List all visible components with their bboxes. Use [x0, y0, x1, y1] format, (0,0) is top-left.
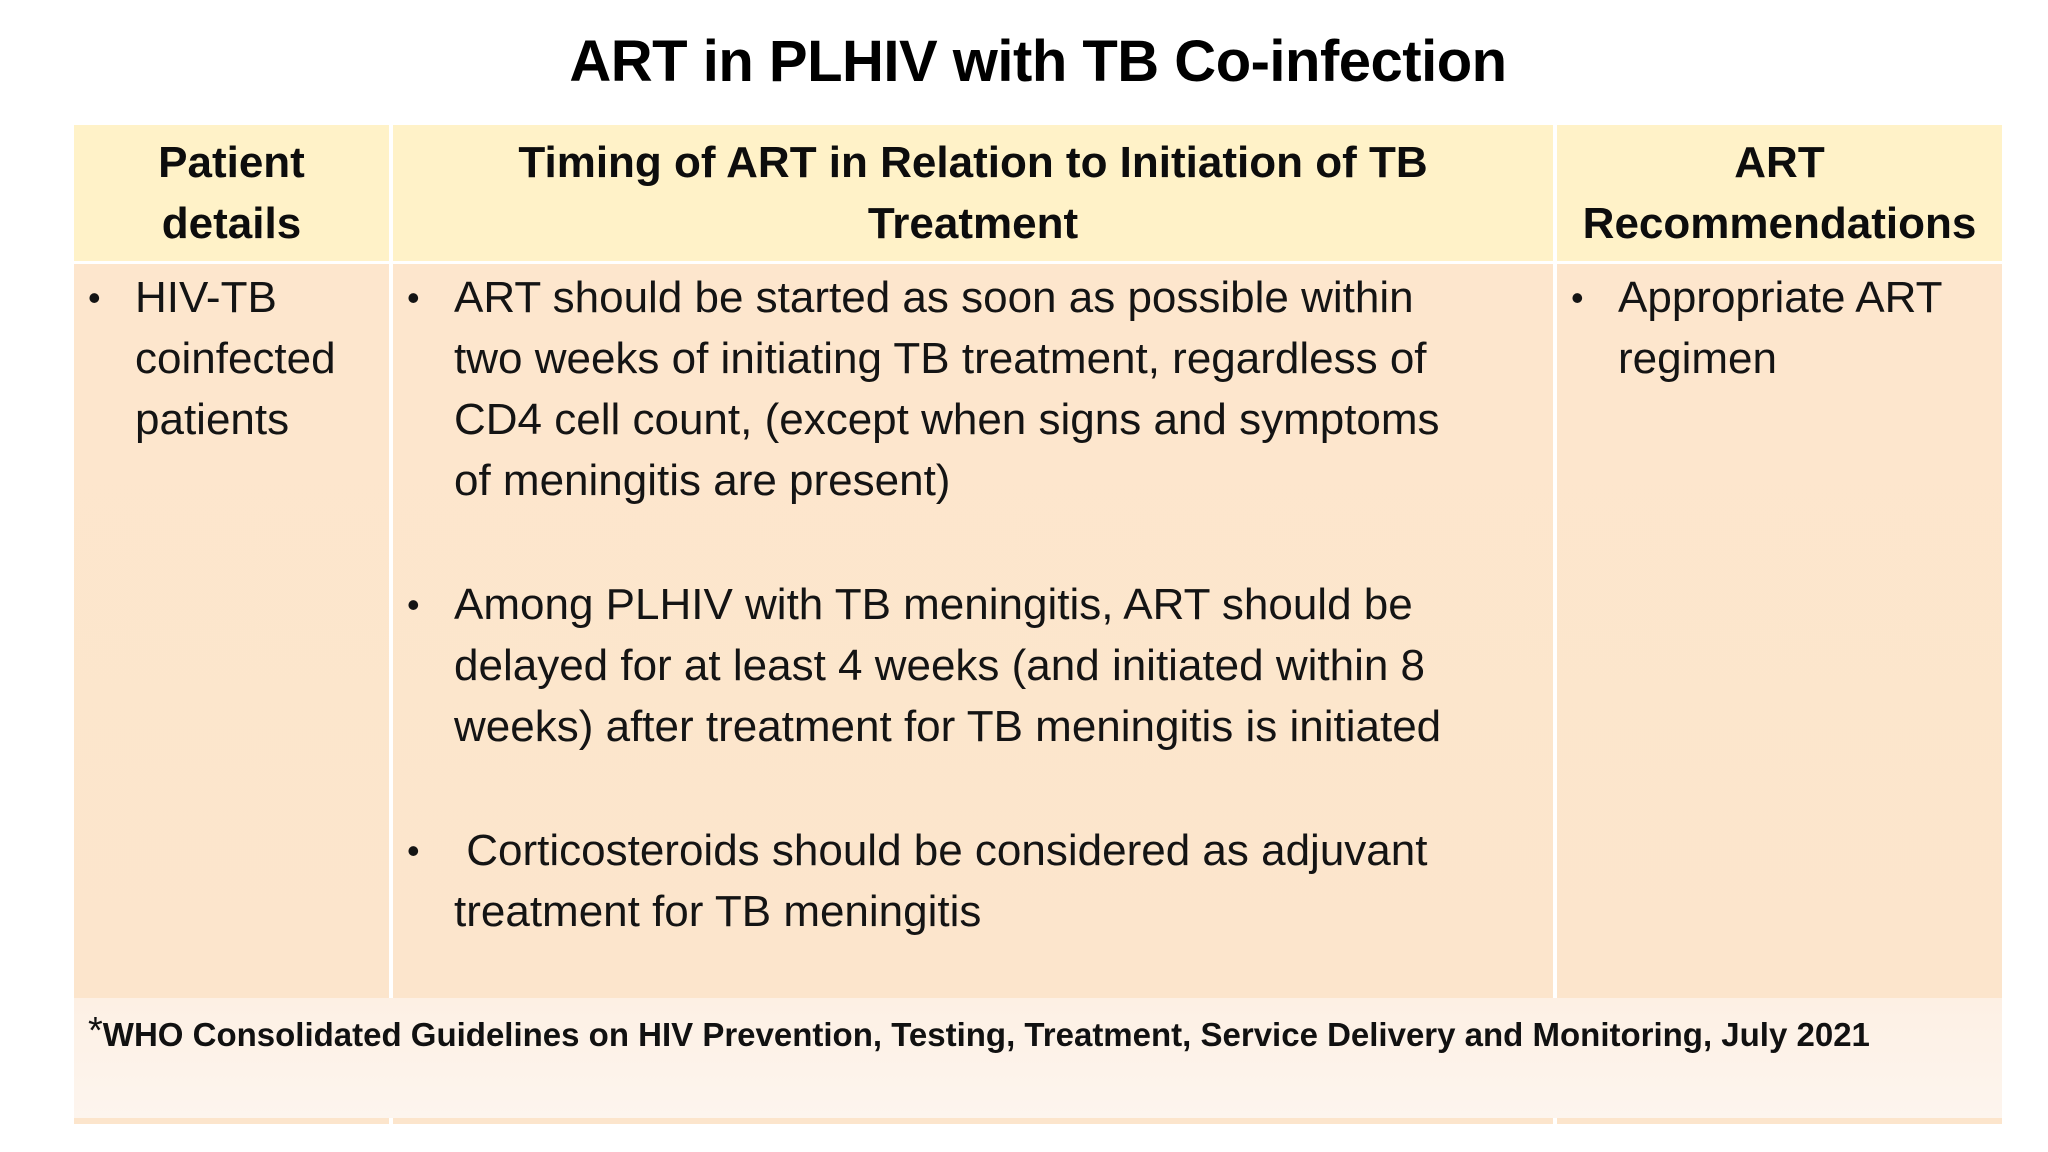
- reference-footer: [74, 998, 2002, 1118]
- timing-item2-line1: Among PLHIV with TB meningitis, ART should be: [454, 580, 1413, 629]
- header-art-timing-line1: Timing of ART in Relation to Initiation of TB: [518, 138, 1428, 187]
- list-item: [393, 267, 1553, 511]
- list-item: [393, 820, 1553, 942]
- header-patient-details-line2: details: [161, 199, 302, 248]
- slide-title: ART in PLHIV with TB Co-infection: [569, 29, 1507, 94]
- bullet-icon: •: [407, 830, 420, 871]
- header-patient-details-line1: Patient: [158, 138, 305, 187]
- header-art-timing: [393, 125, 1553, 261]
- list-spacer: [393, 511, 1553, 574]
- timing-item2-line2: delayed for at least 4 weeks (and initiated within 8: [454, 641, 1426, 690]
- list-spacer: [393, 757, 1553, 820]
- list-item: [393, 574, 1553, 757]
- bullet-icon: •: [88, 277, 101, 318]
- timing-item3-line1: Corticosteroids should be considered as adjuvant: [454, 826, 1428, 875]
- cell-art-recommendations: [1557, 264, 2002, 1124]
- header-art-recommendations-line2: Recommendations: [1582, 199, 1977, 248]
- recommendation-line-2: regimen: [1618, 334, 1777, 383]
- header-art-timing-line2: Treatment: [867, 199, 1079, 248]
- timing-item3-line2: treatment for TB meningitis: [454, 887, 982, 936]
- recommendation-line-1: Appropriate ART: [1618, 273, 1943, 322]
- patient-details-bullets: [74, 267, 389, 450]
- bullet-icon: •: [1571, 277, 1584, 318]
- header-patient-details: [74, 125, 389, 261]
- header-art-recommendations: [1557, 125, 2002, 261]
- timing-item1-line1: ART should be started as soon as possible within: [454, 273, 1414, 322]
- timing-item2-line3: weeks) after treatment for TB meningitis is initiated: [454, 702, 1442, 751]
- footnote-asterisk: *: [88, 1010, 103, 1052]
- reference-citation: [88, 1012, 1870, 1058]
- patient-line-3: patients: [135, 395, 290, 444]
- cell-art-timing: [393, 264, 1553, 1124]
- list-item: [74, 267, 389, 450]
- list-item: [1557, 267, 2002, 389]
- reference-text: WHO Consolidated Guidelines on HIV Prevention, Testing, Treatment, Service Delivery and Monitoring, July 2021: [102, 1016, 1870, 1053]
- cell-patient-details: [74, 264, 389, 1124]
- patient-line-2: coinfected: [135, 334, 336, 383]
- art-recommendations-bullets: [1557, 267, 2002, 389]
- patient-line-1: HIV-TB: [135, 273, 277, 322]
- bullet-icon: •: [407, 277, 420, 318]
- art-timing-bullets: [393, 267, 1553, 942]
- header-art-recommendations-line1: ART: [1734, 138, 1825, 187]
- timing-item1-line2: two weeks of initiating TB treatment, regardless of: [454, 334, 1427, 383]
- timing-item1-line3: CD4 cell count, (except when signs and symptoms: [454, 395, 1440, 444]
- bullet-icon: •: [407, 584, 420, 625]
- timing-item1-line4: of meningitis are present): [454, 456, 951, 505]
